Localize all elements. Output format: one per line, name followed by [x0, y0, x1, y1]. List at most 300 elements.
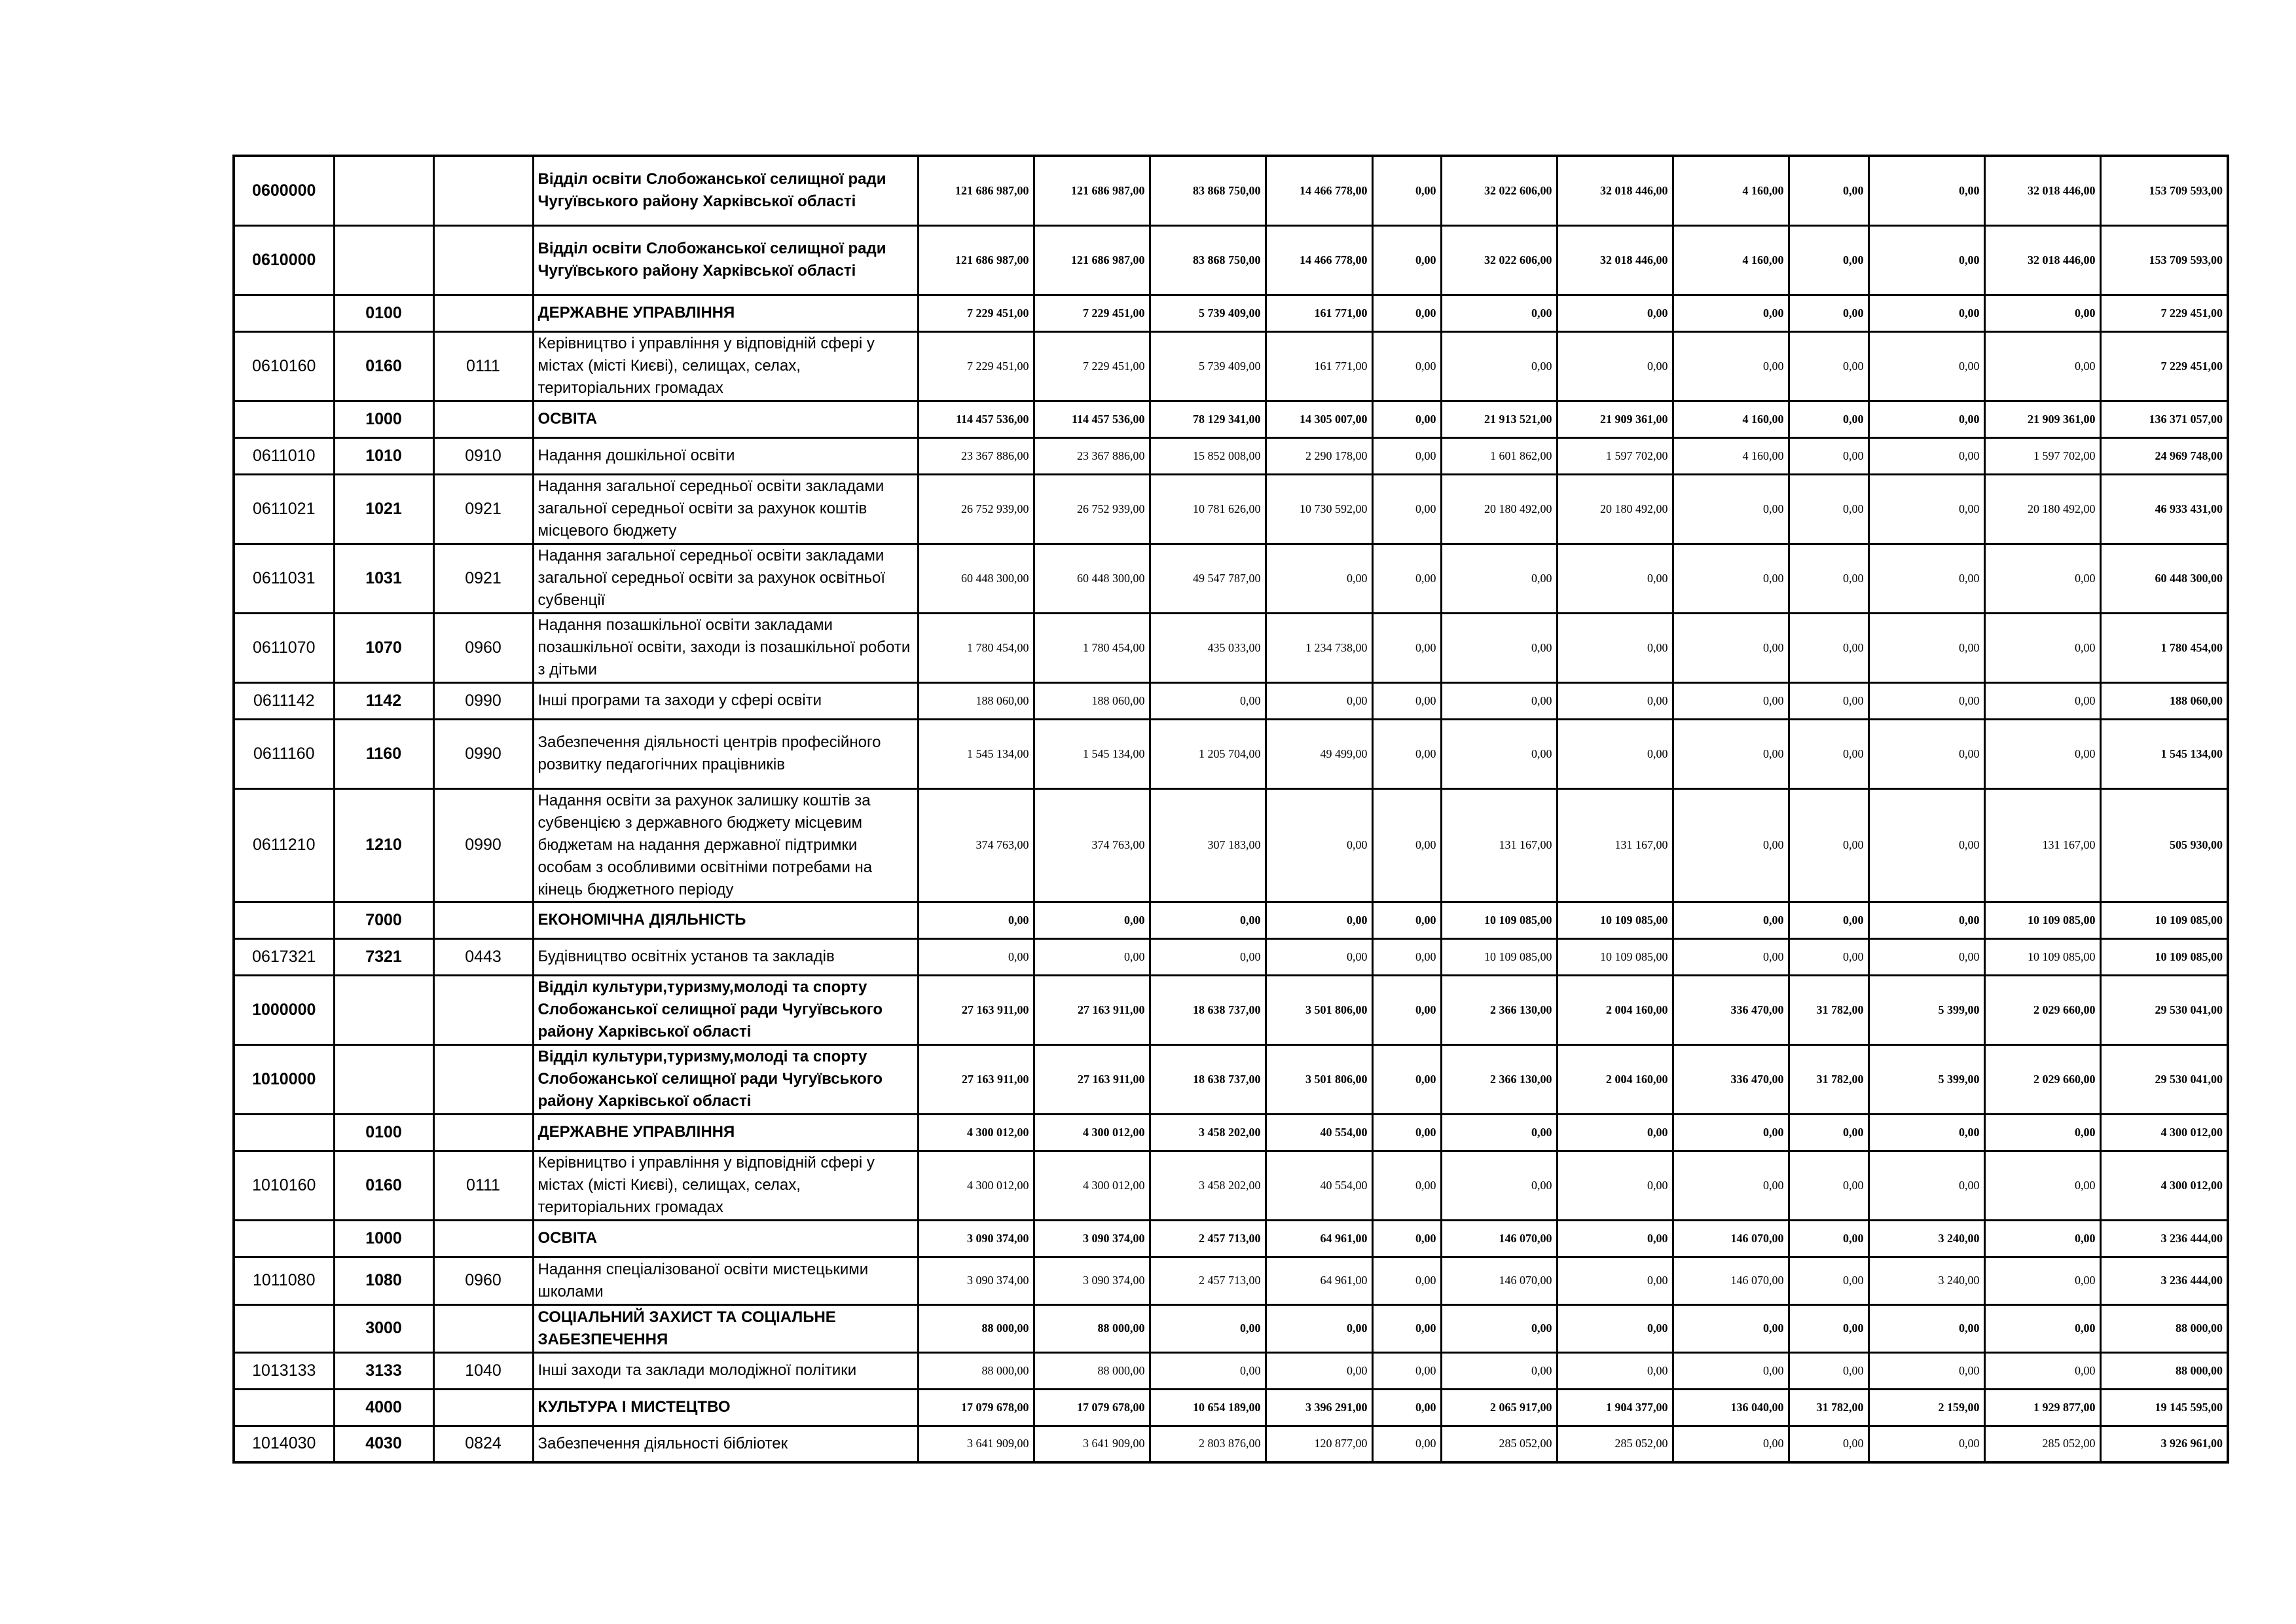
amount-cell: 0,00	[1441, 613, 1557, 682]
table-row	[234, 975, 2228, 1044]
amount-cell: 0,00	[1266, 902, 1372, 938]
program-name-cell: Інші програми та заходи у сфері освіти	[533, 682, 918, 719]
function-code-cell	[433, 1220, 533, 1257]
amount-cell: 0,00	[1868, 719, 1984, 788]
table-row	[234, 613, 2228, 682]
program-code-cell: 0600000	[234, 156, 334, 225]
section-code-cell	[334, 225, 433, 295]
amount-cell: 5 399,00	[1868, 975, 1984, 1044]
amount-cell: 121 686 987,00	[1034, 225, 1150, 295]
program-code-cell: 0611010	[234, 437, 334, 474]
amount-cell: 0,00	[1266, 682, 1372, 719]
amount-cell: 31 782,00	[1789, 1044, 1868, 1114]
program-code-cell	[234, 401, 334, 437]
amount-cell: 32 018 446,00	[1984, 225, 2100, 295]
program-name-cell: ОСВІТА	[533, 1220, 918, 1257]
program-name-cell: Керівництво і управління у відповідній сфері у містах (місті Києві), селищах, селах, територіальних громадах	[533, 331, 918, 401]
amount-cell: 20 180 492,00	[1557, 474, 1673, 544]
amount-cell: 3 240,00	[1868, 1220, 1984, 1257]
program-code-cell: 0610000	[234, 225, 334, 295]
amount-cell: 60 448 300,00	[1034, 544, 1150, 613]
amount-cell: 19 145 595,00	[2100, 1389, 2228, 1426]
amount-cell: 3 236 444,00	[2100, 1257, 2228, 1304]
amount-cell: 3 090 374,00	[1034, 1220, 1150, 1257]
amount-cell: 188 060,00	[1034, 682, 1150, 719]
amount-cell: 4 300 012,00	[2100, 1114, 2228, 1151]
amount-cell: 0,00	[1557, 295, 1673, 331]
amount-cell: 0,00	[1673, 544, 1789, 613]
amount-cell: 0,00	[1557, 331, 1673, 401]
program-name-cell: Надання спеціалізованої освіти мистецькими школами	[533, 1257, 918, 1304]
amount-cell: 131 167,00	[1441, 788, 1557, 902]
amount-cell: 32 018 446,00	[1557, 225, 1673, 295]
amount-cell: 146 070,00	[1673, 1220, 1789, 1257]
program-code-cell: 1010160	[234, 1151, 334, 1220]
amount-cell: 0,00	[1868, 1151, 1984, 1220]
amount-cell: 2 029 660,00	[1984, 975, 2100, 1044]
program-name-cell: Надання загальної середньої освіти закладами загальної середньої освіти за рахунок коштів місцевого бюджету	[533, 474, 918, 544]
amount-cell: 0,00	[1868, 682, 1984, 719]
amount-cell: 0,00	[1673, 719, 1789, 788]
amount-cell: 0,00	[1789, 1426, 1868, 1462]
section-code-cell: 0160	[334, 331, 433, 401]
amount-cell: 60 448 300,00	[918, 544, 1034, 613]
amount-cell: 0,00	[1673, 788, 1789, 902]
amount-cell: 3 090 374,00	[918, 1220, 1034, 1257]
amount-cell: 0,00	[1984, 1114, 2100, 1151]
amount-cell: 26 752 939,00	[918, 474, 1034, 544]
amount-cell: 10 109 085,00	[1557, 938, 1673, 975]
amount-cell: 0,00	[1557, 1220, 1673, 1257]
amount-cell: 4 300 012,00	[2100, 1151, 2228, 1220]
amount-cell: 10 730 592,00	[1266, 474, 1372, 544]
amount-cell: 1 205 704,00	[1150, 719, 1266, 788]
amount-cell: 5 399,00	[1868, 1044, 1984, 1114]
function-code-cell: 0990	[433, 788, 533, 902]
amount-cell: 0,00	[1372, 331, 1441, 401]
amount-cell: 0,00	[1441, 682, 1557, 719]
amount-cell: 0,00	[1789, 902, 1868, 938]
function-code-cell: 0443	[433, 938, 533, 975]
function-code-cell: 1040	[433, 1352, 533, 1389]
amount-cell: 29 530 041,00	[2100, 1044, 2228, 1114]
amount-cell: 60 448 300,00	[2100, 544, 2228, 613]
amount-cell: 3 458 202,00	[1150, 1151, 1266, 1220]
program-code-cell: 1010000	[234, 1044, 334, 1114]
amount-cell: 0,00	[1673, 938, 1789, 975]
amount-cell: 0,00	[1150, 902, 1266, 938]
function-code-cell	[433, 1044, 533, 1114]
function-code-cell	[433, 156, 533, 225]
table-row	[234, 331, 2228, 401]
amount-cell: 131 167,00	[1984, 788, 2100, 902]
amount-cell: 0,00	[1372, 613, 1441, 682]
amount-cell: 0,00	[1441, 1352, 1557, 1389]
program-name-cell: Надання дошкільної освіти	[533, 437, 918, 474]
amount-cell: 1 780 454,00	[2100, 613, 2228, 682]
amount-cell: 1 904 377,00	[1557, 1389, 1673, 1426]
amount-cell: 7 229 451,00	[2100, 331, 2228, 401]
program-name-cell: Забезпечення діяльності центрів професійного розвитку педагогічних працівників	[533, 719, 918, 788]
amount-cell: 0,00	[1984, 682, 2100, 719]
amount-cell: 131 167,00	[1557, 788, 1673, 902]
amount-cell: 4 300 012,00	[1034, 1114, 1150, 1151]
table-row	[234, 437, 2228, 474]
amount-cell: 10 109 085,00	[1441, 902, 1557, 938]
amount-cell: 32 018 446,00	[1984, 156, 2100, 225]
function-code-cell: 0111	[433, 331, 533, 401]
amount-cell: 0,00	[1673, 682, 1789, 719]
amount-cell: 32 022 606,00	[1441, 225, 1557, 295]
amount-cell: 2 004 160,00	[1557, 1044, 1673, 1114]
amount-cell: 64 961,00	[1266, 1220, 1372, 1257]
function-code-cell: 0990	[433, 682, 533, 719]
amount-cell: 2 366 130,00	[1441, 1044, 1557, 1114]
amount-cell: 0,00	[1868, 156, 1984, 225]
amount-cell: 23 367 886,00	[918, 437, 1034, 474]
amount-cell: 114 457 536,00	[918, 401, 1034, 437]
amount-cell: 17 079 678,00	[1034, 1389, 1150, 1426]
amount-cell: 0,00	[1673, 474, 1789, 544]
amount-cell: 4 160,00	[1673, 225, 1789, 295]
amount-cell: 2 029 660,00	[1984, 1044, 2100, 1114]
amount-cell: 2 159,00	[1868, 1389, 1984, 1426]
amount-cell: 0,00	[1789, 544, 1868, 613]
function-code-cell: 0960	[433, 613, 533, 682]
amount-cell: 121 686 987,00	[918, 156, 1034, 225]
table-row	[234, 1257, 2228, 1304]
amount-cell: 121 686 987,00	[1034, 156, 1150, 225]
amount-cell: 18 638 737,00	[1150, 1044, 1266, 1114]
amount-cell: 4 160,00	[1673, 437, 1789, 474]
table-row	[234, 295, 2228, 331]
amount-cell: 7 229 451,00	[2100, 295, 2228, 331]
amount-cell: 0,00	[1984, 1304, 2100, 1352]
amount-cell: 78 129 341,00	[1150, 401, 1266, 437]
amount-cell: 336 470,00	[1673, 975, 1789, 1044]
amount-cell: 0,00	[1557, 1151, 1673, 1220]
section-code-cell: 7321	[334, 938, 433, 975]
program-code-cell: 0611160	[234, 719, 334, 788]
amount-cell: 2 065 917,00	[1441, 1389, 1557, 1426]
amount-cell: 0,00	[1557, 544, 1673, 613]
table-row	[234, 902, 2228, 938]
program-code-cell	[234, 1389, 334, 1426]
amount-cell: 1 545 134,00	[2100, 719, 2228, 788]
amount-cell: 24 969 748,00	[2100, 437, 2228, 474]
amount-cell: 114 457 536,00	[1034, 401, 1150, 437]
program-code-cell: 0611031	[234, 544, 334, 613]
amount-cell: 14 466 778,00	[1266, 156, 1372, 225]
amount-cell: 285 052,00	[1984, 1426, 2100, 1462]
amount-cell: 121 686 987,00	[918, 225, 1034, 295]
amount-cell: 505 930,00	[2100, 788, 2228, 902]
amount-cell: 20 180 492,00	[1984, 474, 2100, 544]
amount-cell: 2 457 713,00	[1150, 1220, 1266, 1257]
program-name-cell: Надання позашкільної освіти закладами позашкільної освіти, заходи із позашкільної роботи з дітьми	[533, 613, 918, 682]
amount-cell: 0,00	[1441, 295, 1557, 331]
amount-cell: 0,00	[1372, 474, 1441, 544]
amount-cell: 120 877,00	[1266, 1426, 1372, 1462]
amount-cell: 0,00	[1034, 938, 1150, 975]
amount-cell: 0,00	[1673, 1151, 1789, 1220]
program-name-cell: Забезпечення діяльності бібліотек	[533, 1426, 918, 1462]
amount-cell: 0,00	[1372, 1151, 1441, 1220]
amount-cell: 0,00	[1150, 1352, 1266, 1389]
section-code-cell: 1160	[334, 719, 433, 788]
amount-cell: 2 457 713,00	[1150, 1257, 1266, 1304]
amount-cell: 1 545 134,00	[1034, 719, 1150, 788]
amount-cell: 285 052,00	[1557, 1426, 1673, 1462]
amount-cell: 3 240,00	[1868, 1257, 1984, 1304]
amount-cell: 10 109 085,00	[2100, 938, 2228, 975]
amount-cell: 0,00	[1673, 1304, 1789, 1352]
amount-cell: 0,00	[1372, 788, 1441, 902]
section-code-cell: 0100	[334, 1114, 433, 1151]
amount-cell: 0,00	[1789, 788, 1868, 902]
amount-cell: 0,00	[1984, 1352, 2100, 1389]
table-row	[234, 682, 2228, 719]
amount-cell: 0,00	[1789, 1114, 1868, 1151]
amount-cell: 0,00	[1372, 719, 1441, 788]
amount-cell: 0,00	[1372, 225, 1441, 295]
amount-cell: 32 022 606,00	[1441, 156, 1557, 225]
program-name-cell: Надання загальної середньої освіти закладами загальної середньої освіти за рахунок освітньої субвенції	[533, 544, 918, 613]
amount-cell: 336 470,00	[1673, 1044, 1789, 1114]
table-row	[234, 938, 2228, 975]
budget-table	[232, 155, 2229, 1464]
amount-cell: 49 547 787,00	[1150, 544, 1266, 613]
amount-cell: 374 763,00	[1034, 788, 1150, 902]
section-code-cell: 1080	[334, 1257, 433, 1304]
amount-cell: 0,00	[1789, 1304, 1868, 1352]
amount-cell: 0,00	[1557, 1257, 1673, 1304]
program-code-cell: 1000000	[234, 975, 334, 1044]
amount-cell: 27 163 911,00	[918, 1044, 1034, 1114]
amount-cell: 5 739 409,00	[1150, 295, 1266, 331]
section-code-cell	[334, 156, 433, 225]
section-code-cell: 3133	[334, 1352, 433, 1389]
table-row	[234, 401, 2228, 437]
function-code-cell	[433, 1304, 533, 1352]
amount-cell: 4 160,00	[1673, 156, 1789, 225]
program-name-cell: Відділ освіти Слобожанської селищної ради Чугуївського району Харківської області	[533, 225, 918, 295]
amount-cell: 435 033,00	[1150, 613, 1266, 682]
amount-cell: 29 530 041,00	[2100, 975, 2228, 1044]
amount-cell: 0,00	[1150, 682, 1266, 719]
amount-cell: 0,00	[1372, 437, 1441, 474]
amount-cell: 10 109 085,00	[1441, 938, 1557, 975]
amount-cell: 0,00	[1673, 331, 1789, 401]
amount-cell: 0,00	[1789, 1151, 1868, 1220]
function-code-cell: 0921	[433, 474, 533, 544]
amount-cell: 0,00	[1441, 719, 1557, 788]
amount-cell: 0,00	[1372, 682, 1441, 719]
amount-cell: 0,00	[1868, 938, 1984, 975]
function-code-cell: 0990	[433, 719, 533, 788]
amount-cell: 40 554,00	[1266, 1151, 1372, 1220]
amount-cell: 21 913 521,00	[1441, 401, 1557, 437]
amount-cell: 0,00	[1372, 1257, 1441, 1304]
amount-cell: 0,00	[1868, 331, 1984, 401]
amount-cell: 0,00	[1673, 295, 1789, 331]
function-code-cell: 0111	[433, 1151, 533, 1220]
function-code-cell	[433, 225, 533, 295]
amount-cell: 0,00	[1984, 613, 2100, 682]
amount-cell: 2 004 160,00	[1557, 975, 1673, 1044]
amount-cell: 0,00	[1557, 682, 1673, 719]
program-code-cell: 0617321	[234, 938, 334, 975]
table-row	[234, 1044, 2228, 1114]
amount-cell: 0,00	[1984, 331, 2100, 401]
program-name-cell: Керівництво і управління у відповідній сфері у містах (місті Києві), селищах, селах, територіальних громадах	[533, 1151, 918, 1220]
program-name-cell: Надання освіти за рахунок залишку коштів за субвенцією з державного бюджету місцевим бюджетам на надання державної підтримки особам з особливими освітніми потребами на кінець бюджетного періоду	[533, 788, 918, 902]
amount-cell: 161 771,00	[1266, 331, 1372, 401]
amount-cell: 0,00	[1789, 1220, 1868, 1257]
section-code-cell: 1031	[334, 544, 433, 613]
section-code-cell: 0160	[334, 1151, 433, 1220]
amount-cell: 0,00	[1150, 1304, 1266, 1352]
amount-cell: 4 300 012,00	[918, 1151, 1034, 1220]
function-code-cell	[433, 401, 533, 437]
amount-cell: 0,00	[1372, 1114, 1441, 1151]
amount-cell: 0,00	[1789, 682, 1868, 719]
function-code-cell	[433, 902, 533, 938]
amount-cell: 0,00	[1266, 788, 1372, 902]
program-code-cell: 0611142	[234, 682, 334, 719]
amount-cell: 0,00	[1266, 1304, 1372, 1352]
amount-cell: 0,00	[1372, 975, 1441, 1044]
amount-cell: 136 371 057,00	[2100, 401, 2228, 437]
program-code-cell: 1011080	[234, 1257, 334, 1304]
section-code-cell: 1021	[334, 474, 433, 544]
amount-cell: 10 109 085,00	[1984, 938, 2100, 975]
amount-cell: 0,00	[1789, 938, 1868, 975]
amount-cell: 0,00	[1372, 1352, 1441, 1389]
amount-cell: 3 090 374,00	[1034, 1257, 1150, 1304]
amount-cell: 1 597 702,00	[1984, 437, 2100, 474]
amount-cell: 0,00	[1557, 1114, 1673, 1151]
amount-cell: 374 763,00	[918, 788, 1034, 902]
amount-cell: 0,00	[918, 902, 1034, 938]
amount-cell: 20 180 492,00	[1441, 474, 1557, 544]
table-row	[234, 1114, 2228, 1151]
amount-cell: 0,00	[1868, 1352, 1984, 1389]
amount-cell: 0,00	[1789, 225, 1868, 295]
amount-cell: 5 739 409,00	[1150, 331, 1266, 401]
program-name-cell: Відділ освіти Слобожанської селищної ради Чугуївського району Харківської області	[533, 156, 918, 225]
program-code-cell: 0610160	[234, 331, 334, 401]
amount-cell: 88 000,00	[1034, 1304, 1150, 1352]
amount-cell: 285 052,00	[1441, 1426, 1557, 1462]
amount-cell: 0,00	[1868, 401, 1984, 437]
amount-cell: 88 000,00	[2100, 1304, 2228, 1352]
amount-cell: 1 601 862,00	[1441, 437, 1557, 474]
amount-cell: 153 709 593,00	[2100, 225, 2228, 295]
amount-cell: 1 545 134,00	[918, 719, 1034, 788]
table-row	[234, 156, 2228, 225]
amount-cell: 2 803 876,00	[1150, 1426, 1266, 1462]
amount-cell: 0,00	[1868, 1304, 1984, 1352]
program-name-cell: КУЛЬТУРА І МИСТЕЦТВО	[533, 1389, 918, 1426]
amount-cell: 88 000,00	[918, 1304, 1034, 1352]
section-code-cell	[334, 975, 433, 1044]
program-name-cell: Відділ культури,туризму,молоді та спорту Слобожанської селищної ради Чугуївського району Харківської області	[533, 1044, 918, 1114]
amount-cell: 0,00	[1789, 295, 1868, 331]
amount-cell: 0,00	[1789, 437, 1868, 474]
amount-cell: 3 236 444,00	[2100, 1220, 2228, 1257]
amount-cell: 0,00	[1868, 295, 1984, 331]
amount-cell: 7 229 451,00	[918, 295, 1034, 331]
amount-cell: 0,00	[1789, 474, 1868, 544]
amount-cell: 23 367 886,00	[1034, 437, 1150, 474]
amount-cell: 0,00	[1557, 613, 1673, 682]
amount-cell: 4 160,00	[1673, 401, 1789, 437]
amount-cell: 0,00	[1984, 1151, 2100, 1220]
amount-cell: 88 000,00	[2100, 1352, 2228, 1389]
program-name-cell: СОЦІАЛЬНИЙ ЗАХИСТ ТА СОЦІАЛЬНЕ ЗАБЕЗПЕЧЕННЯ	[533, 1304, 918, 1352]
section-code-cell	[334, 1044, 433, 1114]
amount-cell: 0,00	[1673, 1426, 1789, 1462]
amount-cell: 1 234 738,00	[1266, 613, 1372, 682]
amount-cell: 0,00	[1789, 331, 1868, 401]
program-name-cell: ДЕРЖАВНЕ УПРАВЛІННЯ	[533, 295, 918, 331]
section-code-cell: 1210	[334, 788, 433, 902]
amount-cell: 3 090 374,00	[918, 1257, 1034, 1304]
amount-cell: 83 868 750,00	[1150, 225, 1266, 295]
section-code-cell: 3000	[334, 1304, 433, 1352]
amount-cell: 49 499,00	[1266, 719, 1372, 788]
amount-cell: 2 290 178,00	[1266, 437, 1372, 474]
amount-cell: 0,00	[1150, 938, 1266, 975]
section-code-cell: 4030	[334, 1426, 433, 1462]
amount-cell: 3 396 291,00	[1266, 1389, 1372, 1426]
amount-cell: 1 597 702,00	[1557, 437, 1673, 474]
amount-cell: 31 782,00	[1789, 975, 1868, 1044]
section-code-cell: 1070	[334, 613, 433, 682]
amount-cell: 0,00	[1372, 1044, 1441, 1114]
amount-cell: 64 961,00	[1266, 1257, 1372, 1304]
amount-cell: 0,00	[1441, 331, 1557, 401]
amount-cell: 40 554,00	[1266, 1114, 1372, 1151]
program-name-cell: ЕКОНОМІЧНА ДІЯЛЬНІСТЬ	[533, 902, 918, 938]
amount-cell: 0,00	[1266, 1352, 1372, 1389]
table-row	[234, 225, 2228, 295]
program-code-cell	[234, 1220, 334, 1257]
amount-cell: 10 109 085,00	[2100, 902, 2228, 938]
amount-cell: 153 709 593,00	[2100, 156, 2228, 225]
table-row	[234, 788, 2228, 902]
amount-cell: 3 641 909,00	[918, 1426, 1034, 1462]
amount-cell: 10 109 085,00	[1557, 902, 1673, 938]
amount-cell: 188 060,00	[2100, 682, 2228, 719]
amount-cell: 27 163 911,00	[1034, 975, 1150, 1044]
table-row	[234, 544, 2228, 613]
amount-cell: 88 000,00	[918, 1352, 1034, 1389]
amount-cell: 0,00	[1034, 902, 1150, 938]
amount-cell: 307 183,00	[1150, 788, 1266, 902]
amount-cell: 0,00	[1673, 902, 1789, 938]
table-row	[234, 1220, 2228, 1257]
amount-cell: 161 771,00	[1266, 295, 1372, 331]
table-row	[234, 474, 2228, 544]
amount-cell: 0,00	[1372, 902, 1441, 938]
amount-cell: 0,00	[1868, 613, 1984, 682]
section-code-cell: 0100	[334, 295, 433, 331]
amount-cell: 3 501 806,00	[1266, 975, 1372, 1044]
amount-cell: 136 040,00	[1673, 1389, 1789, 1426]
amount-cell: 10 109 085,00	[1984, 902, 2100, 938]
